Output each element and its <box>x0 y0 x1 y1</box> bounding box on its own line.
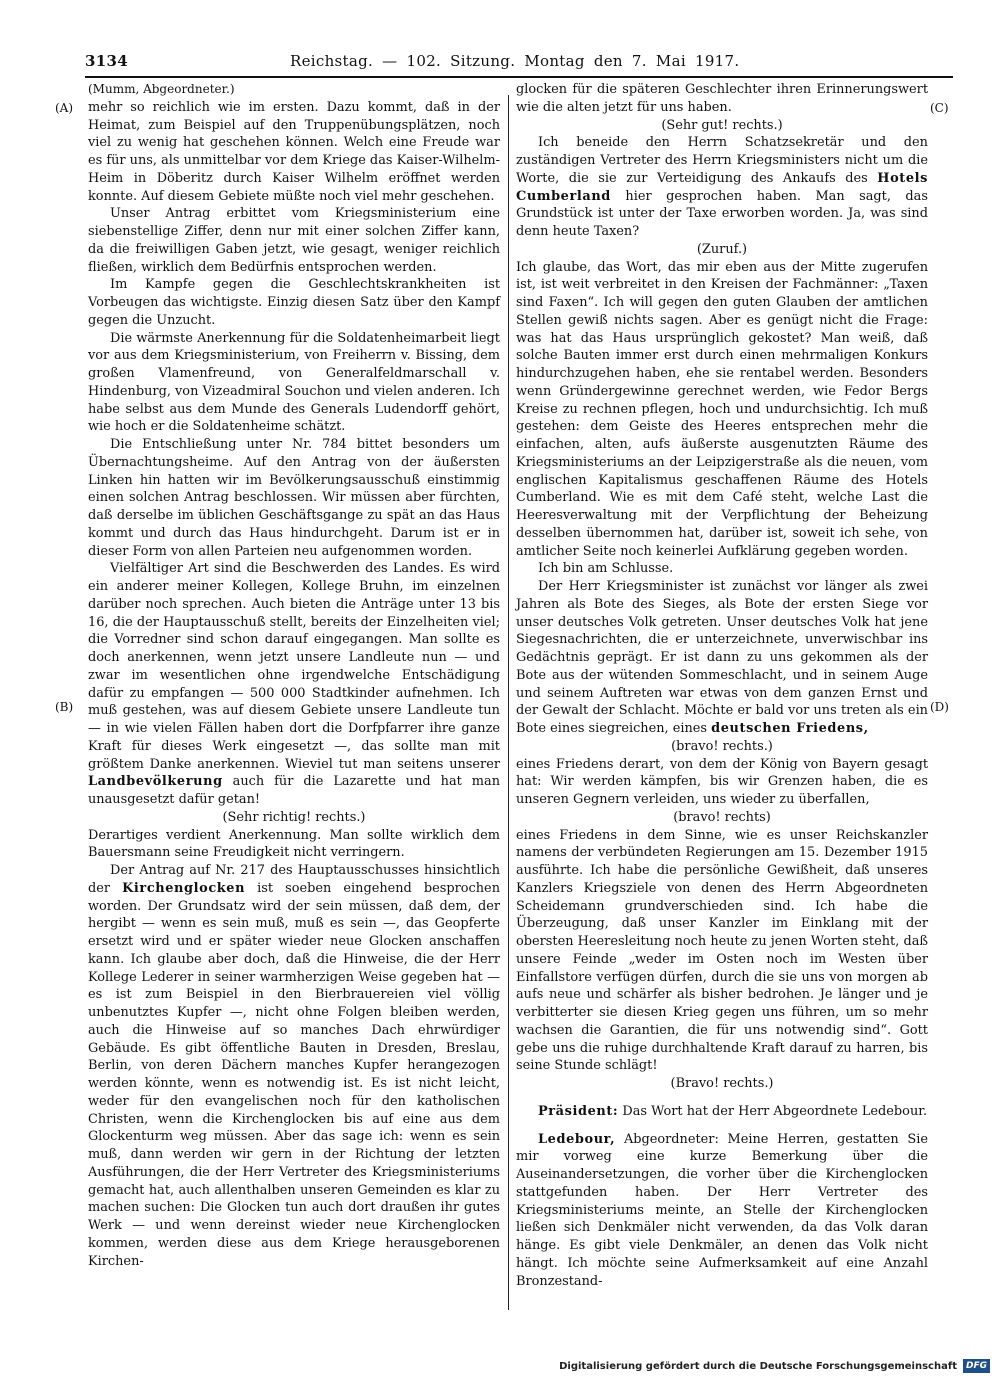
paragraph-text: Unser Antrag erbittet vom Kriegsministerium eine siebenstellige Ziffer, denn nur mit einer solchen Ziffer kann, da die freiwilligen Gaben jetzt, wie gesagt, weniger reichlich fließen, wirklich dem Bedürfnis entsprochen werden. <box>88 206 500 275</box>
paragraph-text: eines Friedens derart, von dem der König von Bayern gesagt hat: Wir werden kämpfen, bis wir Grenzen haben, die es unseren Gegnern verleiden, uns wieder zu überfallen, <box>516 756 928 807</box>
paragraph-text: Das Wort hat der Herr Abgeordnete Ledebour. <box>622 1103 928 1119</box>
paragraph <box>88 827 500 863</box>
paragraph-text: (Sehr richtig! rechts.) <box>222 809 366 825</box>
dfg-logo: DFG <box>963 1359 990 1373</box>
paragraph-text: ist soeben eingehend besprochen worden. Der Grundsatz wird der sein müssen, daß dem, der hergibt — wenn es sein muß, muß es sein —, das Geopferte ersetzt wird und er später wieder neue Glocken anschaffen kann. Ich glaube aber doch, daß die Hinweise, die der Herr Kollege Lederer in seiner warmherzigen Weise gegeben hat — es ist zum Beispiel in den Bierbrauereien viel völlig unbenutztes Kupfer —, nicht ohne Folgen bleiben werden, auch die Hinweise auf so manches Dach ehrwürdiger Gebäude. Es gibt öffentliche Bauten in Dresden, Breslau, Berlin, von deren Dächern manches Kupfer herangezogen werden könnte, wenn es notwendig ist. Es ist nicht leicht, weder für den evangelischen noch für den katholischen Christen, wenn die Kirchenglocken bis auf eine aus dem Glockenturm weg müssen. Aber das sage ich: wenn es sein muß, dann werden wir gern in der Richtung der letzten Ausführungen, die der Herr Vertreter des Kriegsministeriums gemacht hat, auch allenthalben unseren Gemeinden es klar zu machen suchen: Die Glocken tun auch dort draußen ihr gutes Werk — und wenn dereinst wieder neue Kirchenglocken kommen, werden diese aus dem Kriege herausgeborenen Kirchen- <box>88 880 500 1269</box>
header-rule <box>85 76 953 78</box>
paragraph-text: Ich beneide den Herrn Schatzsekretär und den zuständigen Vertreter des Herrn Kriegsministers nicht um die Worte, die sie zur Verteidigung des Ankaufs des <box>516 135 928 186</box>
paragraph <box>516 1103 928 1121</box>
paragraph-text: Ich glaube, das Wort, das mir eben aus der Mitte zugerufen ist, ist weit verbreitet in den Kreisen der Fachmänner: „Taxen sind Faxen“. Ich will gegen den guten Glauben der amtlichen Stellen gewiß nichts sagen. Aber es genügt nicht die Frage: was hat das Haus ursprünglich gekostet? Man weiß, daß solche Bauten immer erst durch einen mehrmaligen Konkurs hindurchzugehen haben, ehe sie rentabel werden. Besonders wenn Gründergewinne gerechnet werden, wie Fedor Bergs Kreise zu rechnen pflegen, hoch und undurchsichtig. Ich muß gestehen: dem Geiste des Heeres entsprechen mehr die einfachen, alten, aufs äußerste ausgenutzten Räume des Kriegsministeriums an der Leipzigerstraße als die neuen, vom englischen Kapitalismus geschaffenen Räume des Hotels Cumberland. Wie es mit dem Café steht, welche Last die Heeresverwaltung mit der Verpflichtung der Beheizung desselben übernommen hat, darüber ist, soweit ich sehe, von amtlicher Seite noch keinerlei Aufklärung gegeben worden. <box>516 259 928 559</box>
emphasis: Ledebour, <box>538 1131 616 1147</box>
paragraph <box>88 99 500 206</box>
paragraph <box>88 330 500 437</box>
paragraph <box>516 809 928 827</box>
paragraph <box>516 81 928 117</box>
paragraph <box>516 117 928 135</box>
speaker-tag: (Mumm, Abgeordneter.) <box>88 82 235 96</box>
paragraph-text: auch für die Lazarette und hat man unausgesetzt dafür getan! <box>88 774 500 807</box>
paragraph <box>88 560 500 809</box>
paragraph <box>516 560 928 578</box>
paragraph-text: Der Antrag auf Nr. 217 des Hauptausschusses hinsichtlich der <box>88 863 500 896</box>
paragraph-text: Im Kampfe gegen die Geschlechtskrankheiten ist Vorbeugen das wichtigste. Einzig diesen Satz über den Kampf gegen die Unzucht. <box>88 277 500 328</box>
paragraph <box>516 1075 928 1093</box>
footer-text: Digitalisierung gefördert durch die Deutsche Forschungsgemeinschaft <box>559 1360 957 1372</box>
paragraph-text: (Zuruf.) <box>696 241 748 257</box>
paragraph <box>88 862 500 1270</box>
paragraph-text: (bravo! rechts) <box>673 809 771 825</box>
left-column <box>88 81 500 1270</box>
paragraph <box>516 738 928 756</box>
margin-mark-c: (C) <box>930 101 949 115</box>
margin-mark-a: (A) <box>55 101 74 115</box>
margin-mark-d: (D) <box>930 700 949 714</box>
paragraph <box>88 436 500 560</box>
paragraph <box>88 276 500 329</box>
right-column <box>516 81 928 1290</box>
margin-mark-b: (B) <box>55 700 74 714</box>
paragraph-text: Ich bin am Schlusse. <box>538 561 674 577</box>
paragraph-text: Abgeordneter: Meine Herren, gestatten Sie mir vorweg eine kurze Bemerkung über die Auseinandersetzungen, die vorher über die Kirchenglocken stattgefunden haben. Der Herr Vertreter des Kriegsministeriums meinte, an Stelle der Kirchenglocken ließen sich Denkmäler nicht verwenden, da das Volk daran hänge. Es gibt viele Denkmäler, an denen das Volk nicht hängt. Ich möchte seine Aufmerksamkeit auf eine Anzahl Bronzestand- <box>516 1131 928 1289</box>
paragraph <box>516 1131 928 1291</box>
paragraph-text: Vielfältiger Art sind die Beschwerden des Landes. Es wird ein anderer meiner Kollegen, Kollege Bruhn, im einzelnen darüber noch sprechen. Auch bieten die Anträge unter 13 bis 16, die der Hauptausschuß stellt, bereits der Einzelheiten viel; die Vorredner sind schon darauf eingegangen. Man sollte es doch anerkennen, wenn jetzt unsere Landleute nun — und zwar im wesentlichen ohne irgendwelche Entschädigung dafür zu empfangen — 500 000 Stadtkinder aufnehmen. Ich muß gestehen, was auf diesem Gebiete unsere Landleute tun — in wie vielen Fällen haben dort die Dorfpfarrer ihre ganze Kraft für dieses Werk eingesetzt —, das sollte man mit größtem Danke anerkennen. Wieviel tut man seitens unserer <box>88 561 500 772</box>
paragraph-text: (Bravo! rechts.) <box>670 1076 774 1091</box>
column-divider <box>508 95 509 1310</box>
footer-credit <box>559 1357 990 1375</box>
emphasis: Kirchenglocken <box>122 880 246 896</box>
paragraph-text: mehr so reichlich wie im ersten. Dazu kommt, daß in der Heimat, zum Beispiel auf den Truppenübungsplätzen, noch viel zu wenig hat geschehen können. Welch eine Freude war es für uns, als unmittelbar vor dem Kriege das Kaiser-Wilhelm-Heim in Döberitz durch Kaiser Wilhelm eröffnet werden konnte. Auf diesem Gebiete müßte noch viel mehr geschehen. <box>88 99 500 204</box>
paragraph-text: (Sehr gut! rechts.) <box>661 117 783 133</box>
paragraph-text: eines Friedens in dem Sinne, wie es unser Reichskanzler namens der verbündeten Regierungen am 15. Dezember 1915 ausführte. Ich habe die persönliche Gewißheit, daß unseres Kanzlers Kriegsziele von denen des Herrn Abgeordneten Scheidemann grundverschieden sind. Ich habe die Überzeugung, daß unser Kanzler im Einklang mit der obersten Heeresleitung noch heute zu jenen Worten steht, daß unsere Feinde „weder im Osten noch im Westen über Einfallstore verfügen dürfen, durch die sie uns von morgen ab aufs neue und schärfer als bisher bedrohen. Je länger und je verbitterter sie diesen Krieg gegen uns führen, um so mehr wachsen die Garantien, die für uns notwendig sind“. Gott gebe uns die ruhige durchhaltende Kraft darauf zu harren, bis seine Stunde schlägt! <box>516 827 928 1074</box>
emphasis: Landbevölkerung <box>88 774 223 790</box>
paragraph-text: Die wärmste Anerkennung für die Soldatenheimarbeit liegt vor aus dem Kriegsministerium, von Freiherrn v. Bissing, dem großen Vlamenfreund, von Generalfeldmarschall v. Hindenburg, von Vizeadmiral Souchon und vielen anderen. Ich habe selbst aus dem Munde des Generals Ludendorff gehört, wie hoch er die Soldatenheime schätzt. <box>88 330 500 435</box>
emphasis: Präsident: <box>538 1103 619 1119</box>
paragraph <box>88 809 500 827</box>
paragraph-text: Derartiges verdient Anerkennung. Man sollte wirklich dem Bauersmann seine Freudigkeit nicht verringern. <box>88 827 500 861</box>
page-header <box>85 52 953 76</box>
paragraph-text: hier gesprochen haben. Man sagt, das Grundstück ist unter der Taxe erworben worden. Ja, was sind denn heute Taxen? <box>516 188 928 239</box>
paragraph <box>516 259 928 561</box>
paragraph-text: (bravo! rechts.) <box>671 738 773 754</box>
paragraph-text: Die Entschließung unter Nr. 784 bittet besonders um Übernachtungsheime. Auf den Antrag von der äußersten Linken hin hatten wir im Bevölkerungsausschuß einstimmig einen solchen Antrag beschlossen. Wir müssen aber fürchten, daß derselbe im üblichen Geschäftsgange zu spät an das Haus kommt und durch das Haus hindurchgeht. Darum ist er in dieser Form von allen Parteien neu aufgenommen worden. <box>88 437 500 559</box>
paragraph-text: Der Herr Kriegsminister ist zunächst vor länger als zwei Jahren als Bote des Sieges, als Bote der ersten Siege vor unser deutsches Volk getreten. Unser deutsches Volk hat jene Siegesnachrichten, die er unterzeichnete, unverwischbar ins Gedächtnis geprägt. Er ist dann zu uns gekommen als der Bote aus der wütenden Sommeschlacht, und in seinem Auge und seinem Auftreten war etwas von dem ganzen Ernst und der Gewalt der Schlacht. Möchte er bald vor uns treten als ein Bote eines siegreichen, eines <box>516 579 928 736</box>
paragraph-text: glocken für die späteren Geschlechter ihren Erinnerungswert wie die alten jetzt für uns haben. <box>516 82 928 115</box>
paragraph <box>516 134 928 241</box>
paragraph <box>516 241 928 259</box>
emphasis: deutschen Friedens, <box>711 721 869 736</box>
paragraph <box>516 756 928 809</box>
page-number: 3134 <box>85 52 128 70</box>
paragraph <box>516 578 928 738</box>
running-title: Reichstag. — 102. Sitzung. Montag den 7. Mai 1917. <box>290 52 740 70</box>
paragraph <box>516 827 928 1076</box>
paragraph <box>88 205 500 276</box>
emphasis: Hotels Cumberland <box>516 170 928 204</box>
